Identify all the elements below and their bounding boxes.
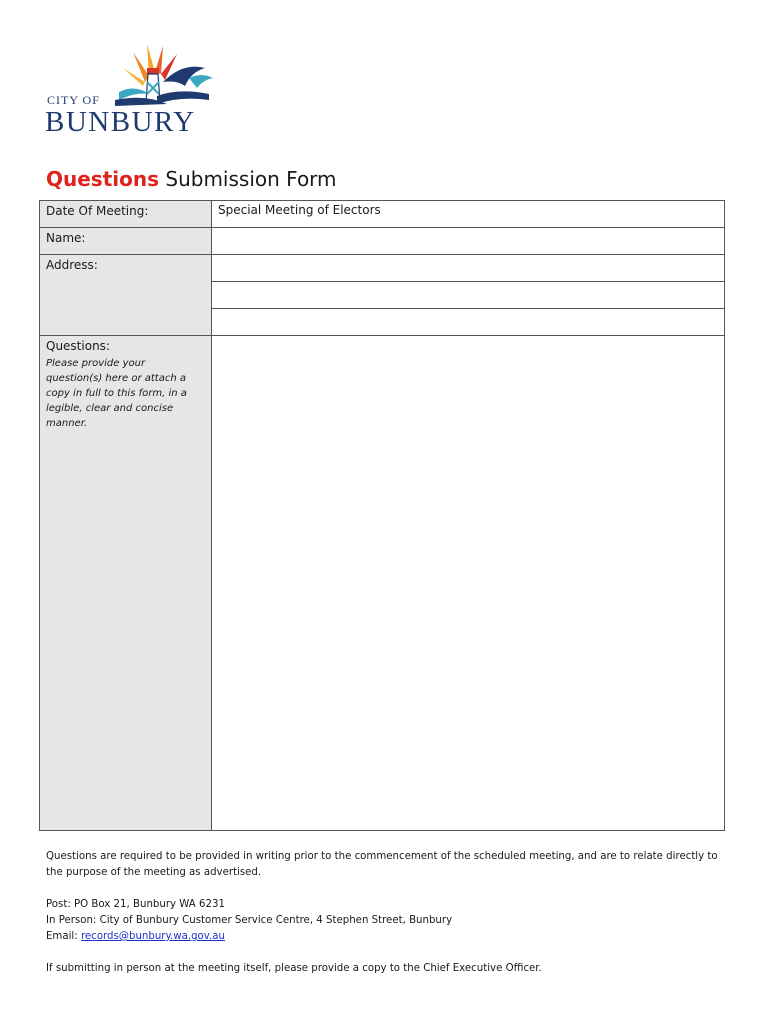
footer-notes	[46, 849, 736, 977]
row-name	[40, 228, 725, 255]
logo-city-of: CITY OF	[47, 93, 100, 107]
lighthouse-emblem-icon	[105, 42, 215, 108]
address-line-2-field[interactable]	[212, 282, 725, 309]
questions-hint: Please provide your question(s) here or attach a copy in full to this form, in a legible, clear and concise manner.	[46, 358, 187, 429]
address-label: Address:	[46, 258, 98, 272]
address-line-3	[218, 309, 718, 311]
date-value: Special Meeting of Electors	[218, 203, 381, 217]
logo-bunbury: BUNBURY	[45, 106, 196, 138]
name-label: Name:	[46, 231, 86, 245]
footer-spacer	[46, 881, 736, 897]
date-label-cell	[40, 201, 212, 228]
name-value	[218, 228, 718, 230]
questions-label: Questions:	[46, 339, 110, 353]
questions-field[interactable]	[212, 336, 725, 831]
requirement-notice: Questions are required to be provided in writing prior to the commencement of the scheduled meeting, and are to relate directly to the purpose of the meeting as advertised.	[46, 851, 718, 878]
row-questions	[40, 336, 725, 831]
row-date	[40, 201, 725, 228]
footer-spacer-2	[46, 945, 736, 961]
questions-value	[218, 336, 718, 338]
city-logo	[45, 42, 220, 142]
date-field[interactable]	[212, 201, 725, 228]
title-accent: Questions	[46, 167, 160, 191]
email-link[interactable]: records@bunbury.wa.gov.au	[80, 931, 225, 942]
email-line	[46, 929, 736, 945]
address-line-1-field[interactable]	[212, 255, 725, 282]
name-label-cell	[40, 228, 212, 255]
row-address-1	[40, 255, 725, 282]
questions-label-cell	[40, 336, 212, 831]
postal-address: Post: PO Box 21, Bunbury WA 6231	[46, 899, 225, 910]
address-line-2	[218, 282, 718, 284]
in-person-address: In Person: City of Bunbury Customer Service Centre, 4 Stephen Street, Bunbury	[46, 915, 453, 926]
submission-form	[39, 200, 725, 831]
page-title	[46, 167, 337, 191]
name-field[interactable]	[212, 228, 725, 255]
address-line-3-field[interactable]	[212, 309, 725, 336]
date-label: Date Of Meeting:	[46, 204, 149, 218]
address-line-1	[218, 255, 718, 257]
email-label: Email:	[46, 931, 81, 942]
closing-note: If submitting in person at the meeting itself, please provide a copy to the Chief Executive Officer.	[46, 963, 542, 974]
title-rest: Submission Form	[165, 167, 337, 191]
address-label-cell	[40, 255, 212, 336]
